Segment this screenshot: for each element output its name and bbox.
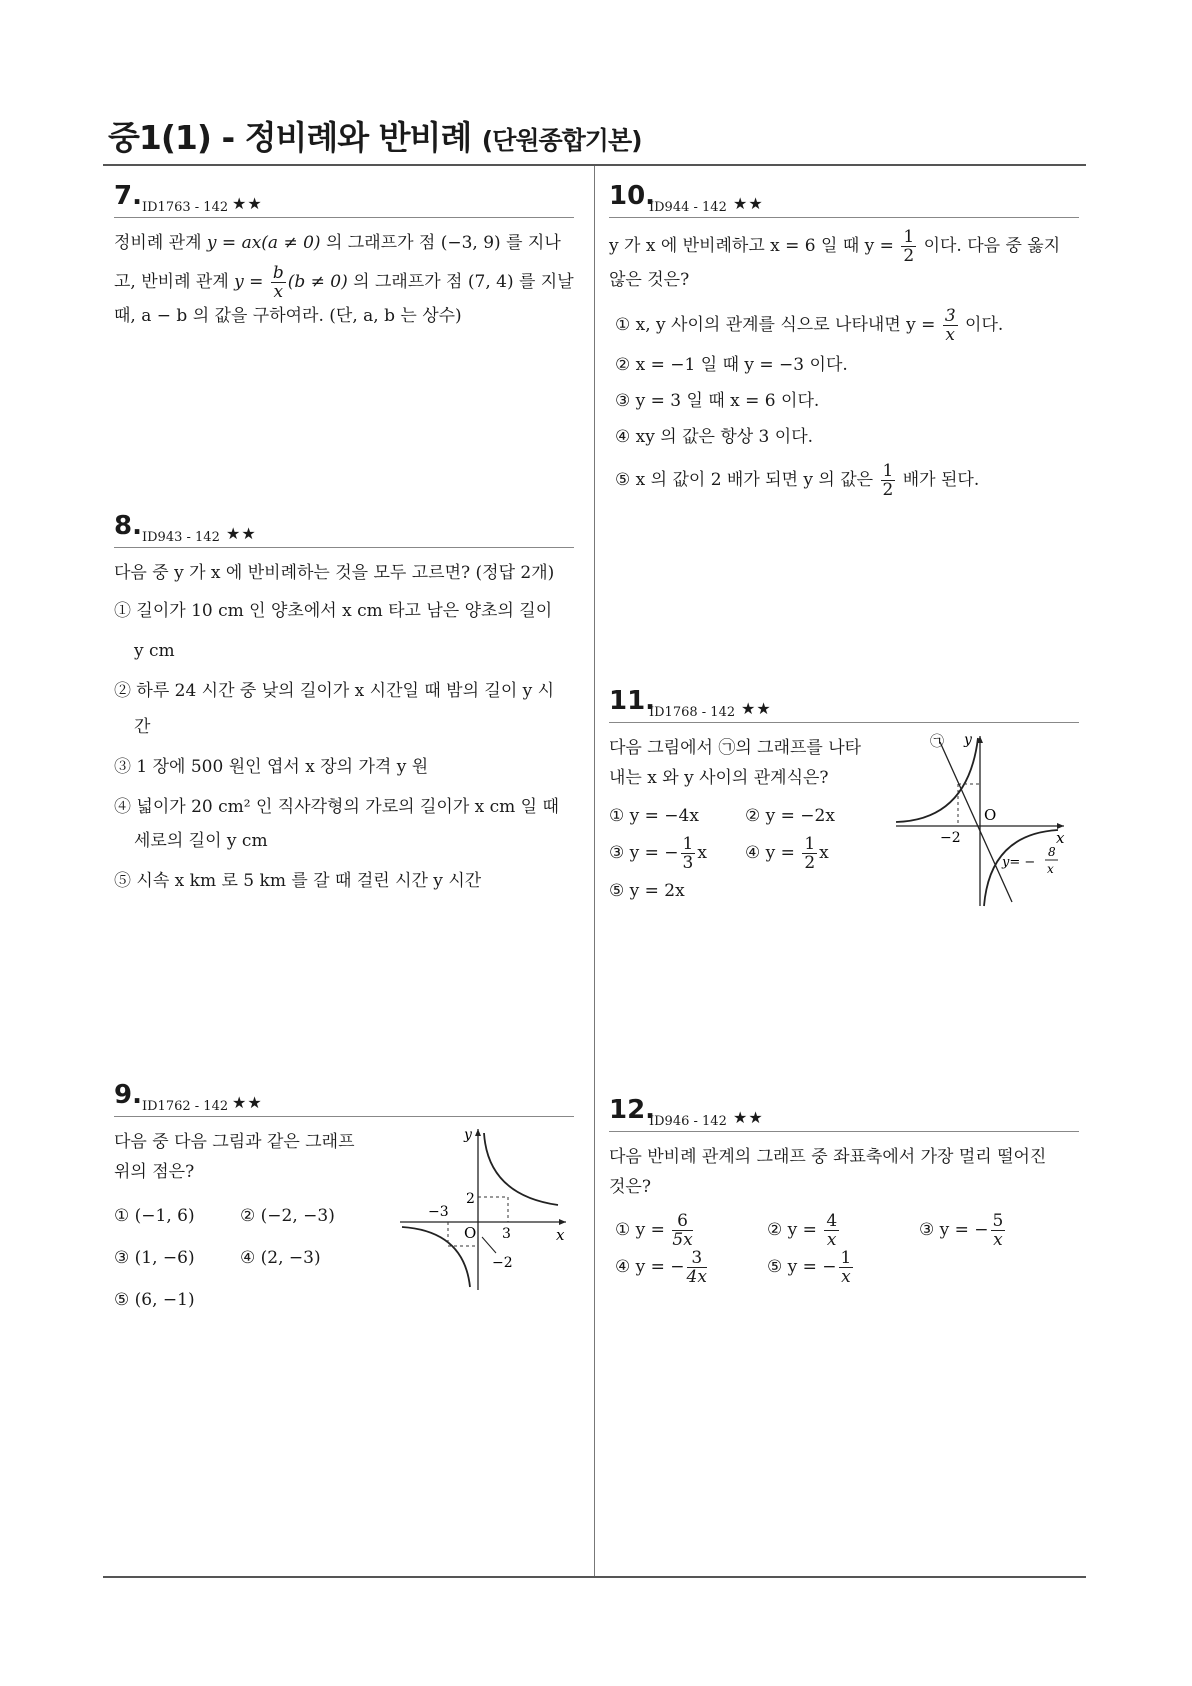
question-number: 7.	[114, 181, 142, 211]
question-header	[609, 688, 1079, 723]
q8-stem: 다음 중 y 가 x 에 반비례하는 것을 모두 고르면? (정답 2개)	[114, 563, 555, 583]
q7-line-1: 정비례 관계 y = ax(a ≠ 0) 의 그래프가 점 (−3, 9) 를 지나	[114, 233, 561, 253]
option-4: ④ y = − $\frac{3}{4x}$	[615, 1248, 707, 1287]
question-id: ID1763 - 142	[142, 200, 229, 215]
line-graph	[940, 742, 1012, 902]
option-4: ④ 넓이가 20 cm² 인 직사각형의 가로의 길이가 x cm 일 때	[114, 797, 559, 817]
question-id: ID946 - 142	[649, 1114, 727, 1129]
y-axis-arrow	[475, 1129, 481, 1136]
x-axis-arrow	[559, 1219, 566, 1225]
q7-line-3: 때, a − b 의 값을 구하여라. (단, a, b 는 상수)	[114, 306, 462, 326]
option-5: ⑤ x 의 값이 2 배가 되면 y 의 값은 $\frac{1}{2}$ 배가 된다.	[615, 461, 980, 500]
curve-q3	[402, 1227, 470, 1287]
question-id: ID1762 - 142	[142, 1099, 229, 1114]
question-8	[114, 513, 574, 896]
option-4: ④ (2, −3)	[240, 1248, 321, 1268]
option-1-cont: y cm	[134, 641, 175, 661]
q11-graph	[894, 730, 1070, 908]
option-3: ③ y = − $\frac{5}{x}$	[919, 1211, 1004, 1250]
origin-label: O	[984, 806, 997, 824]
option-3: ③ (1, −6)	[114, 1248, 195, 1268]
question-id: ID943 - 142	[142, 530, 220, 545]
option-2: ② y = $\frac{4}{x}$	[767, 1211, 838, 1250]
question-number: 11.	[609, 686, 656, 716]
q9-stem-2: 위의 점은?	[114, 1162, 195, 1182]
option-3: ③ y = 3 일 때 x = 6 이다.	[615, 391, 820, 411]
option-2: ② (−2, −3)	[240, 1206, 335, 1226]
difficulty-stars: ★★	[232, 194, 263, 213]
question-header	[609, 1097, 1079, 1132]
q11-stem-2: 내는 x 와 y 사이의 관계식은?	[609, 768, 829, 788]
q10-stem-1: y 가 x 에 반비례하고 x = 6 일 때 y = $\frac{1}{2}$ 이다. 다음 중 옳지	[609, 227, 1061, 266]
option-2: ② x = −1 일 때 y = −3 이다.	[615, 355, 848, 375]
option-5: ⑤ 시속 x km 로 5 km 를 갈 때 걸린 시간 y 시간	[114, 871, 482, 891]
y-label: y	[964, 732, 972, 748]
bottom-rule	[103, 1576, 1086, 1578]
x-label: x	[1056, 829, 1065, 847]
q11-stem-1: 다음 그림에서 ㉠의 그래프를 나타	[609, 738, 862, 758]
difficulty-stars: ★★	[741, 699, 772, 718]
curve-q1	[484, 1133, 558, 1205]
q7-line-2: 고, 반비례 관계 y = $\frac{b}{x}$ (b ≠ 0) 의 그래프가 점 (7, 4) 를 지날	[114, 263, 574, 302]
option-3: ③ 1 장에 500 원인 엽서 x 장의 가격 y 원	[114, 757, 429, 777]
pointer-line	[482, 1237, 496, 1253]
option-2-cont: 간	[134, 717, 151, 737]
option-1: ① x, y 사이의 관계를 식으로 나타내면 y = $\frac{3}{x}$ 이다.	[615, 306, 1004, 345]
question-12	[609, 1097, 1079, 1286]
column-divider	[594, 166, 595, 1576]
title-main: 중1(1) - 정비례와 반비례	[108, 118, 472, 157]
tick-3: 3	[502, 1226, 511, 1242]
q12-stem-2: 것은?	[609, 1177, 651, 1197]
question-header	[609, 183, 1079, 218]
option-1: ① 길이가 10 cm 인 양초에서 x cm 타고 남은 양초의 길이	[114, 601, 553, 621]
q9-stem-1: 다음 중 다음 그림과 같은 그래프	[114, 1132, 355, 1152]
fraction: $\frac{b}{x}$	[272, 263, 284, 302]
question-header	[114, 513, 574, 548]
difficulty-stars: ★★	[232, 1093, 263, 1112]
graph-mark: ㉠	[930, 734, 944, 750]
option-3: ③ y = − $\frac{1}{3}$ x	[609, 834, 707, 873]
option-4: ④ y = $\frac{1}{2}$ x	[745, 834, 829, 873]
curve-eq: y= −	[1002, 855, 1036, 870]
option-1: ① y = −4x	[609, 806, 699, 826]
tick-neg2: −2	[940, 830, 961, 846]
question-10	[609, 183, 1079, 499]
question-7	[114, 183, 574, 331]
difficulty-stars: ★★	[733, 1108, 764, 1127]
curve-q2	[896, 738, 978, 822]
question-number: 12.	[609, 1095, 656, 1125]
option-4-cont: 세로의 길이 y cm	[134, 831, 268, 851]
tick-2: 2	[466, 1191, 475, 1207]
option-4: ④ xy 의 값은 항상 3 이다.	[615, 427, 814, 447]
y-label: y	[464, 1127, 472, 1143]
option-2: ② y = −2x	[745, 806, 835, 826]
option-5: ⑤ y = − $\frac{1}{x}$	[767, 1248, 852, 1287]
tick-neg2: −2	[492, 1255, 513, 1271]
tick-neg3: −3	[428, 1204, 449, 1220]
page-title	[108, 112, 642, 159]
option-1: ① y = $\frac{6}{5x}$	[615, 1211, 693, 1250]
question-number: 9.	[114, 1080, 142, 1110]
q9-graph	[398, 1125, 572, 1295]
question-id: ID1768 - 142	[649, 705, 736, 720]
origin-label: O	[464, 1224, 477, 1242]
question-number: 10.	[609, 181, 656, 211]
question-header	[114, 183, 574, 218]
option-5: ⑤ y = 2x	[609, 881, 685, 901]
curve-eq-den: x	[1047, 862, 1054, 876]
x-label: x	[556, 1226, 565, 1244]
title-sub: (단원종합기본)	[481, 126, 642, 155]
curve-eq-num: 8	[1048, 845, 1056, 859]
question-id: ID944 - 142	[649, 200, 727, 215]
difficulty-stars: ★★	[226, 524, 257, 543]
question-header	[114, 1082, 574, 1117]
option-5: ⑤ (6, −1)	[114, 1290, 195, 1310]
difficulty-stars: ★★	[733, 194, 764, 213]
q12-stem-1: 다음 반비례 관계의 그래프 중 좌표축에서 가장 멀리 떨어진	[609, 1147, 1047, 1167]
option-1: ① (−1, 6)	[114, 1206, 195, 1226]
q10-stem-2: 않은 것은?	[609, 270, 690, 290]
option-2: ② 하루 24 시간 중 낮의 길이가 x 시간일 때 밤의 길이 y 시	[114, 681, 555, 701]
question-number: 8.	[114, 511, 142, 541]
